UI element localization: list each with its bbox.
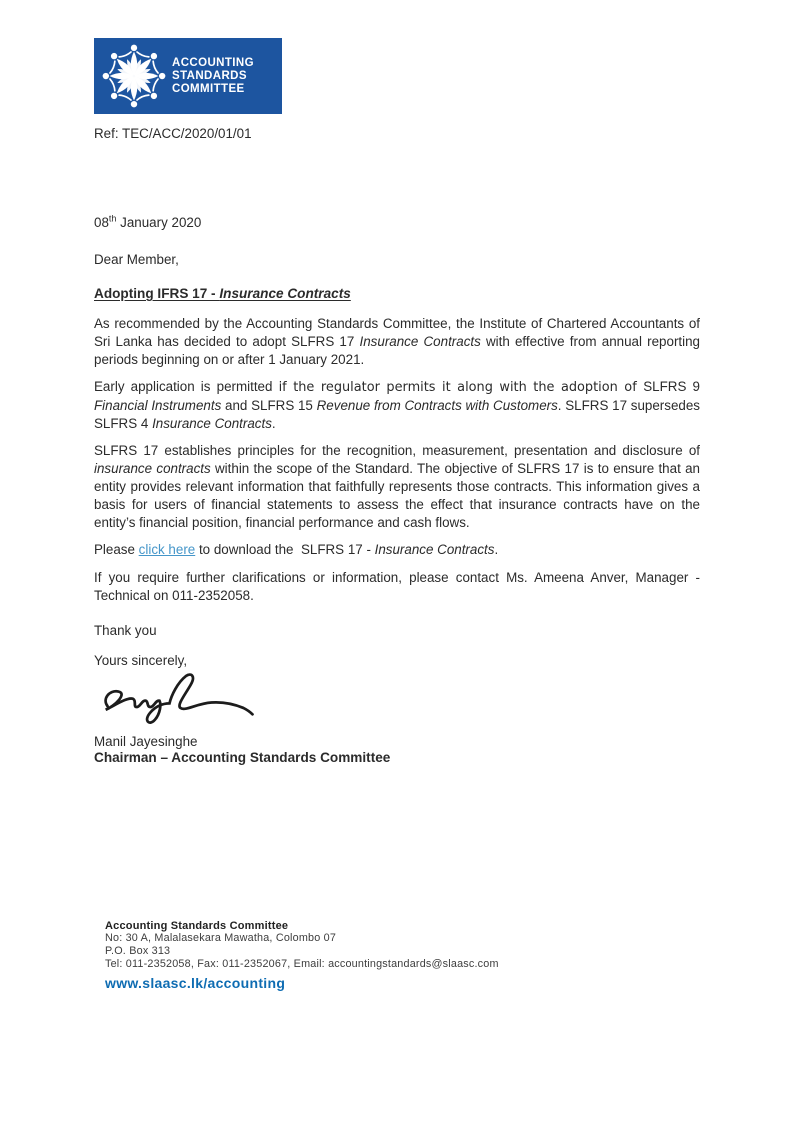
date-day: 08	[94, 215, 109, 230]
subject-plain: Adopting IFRS 17 -	[94, 286, 220, 301]
letter-footer	[105, 920, 499, 993]
paragraph-adoption	[94, 315, 700, 369]
reference-number: Ref: TEC/ACC/2020/01/01	[94, 126, 252, 141]
logo-line-3: COMMITTEE	[172, 82, 245, 95]
para1-text: As recommended by the Accounting Standards Committee, the Institute of Chartered Accountants of Sri Lanka has decided to adopt SLFRS 17	[94, 316, 700, 349]
organization-logo	[94, 38, 282, 114]
para2-seg7: . SLFRS 17 supersedes SLFRS 4	[94, 398, 701, 431]
para2-slfrs4-name: Insurance Contracts	[152, 416, 272, 431]
paragraph-principles	[94, 442, 700, 532]
paragraph-early-application	[94, 378, 700, 433]
para2-seg3: SLFRS 9	[643, 379, 700, 394]
signature-image	[96, 666, 274, 728]
footer-organization: Accounting Standards Committee	[105, 920, 289, 932]
letter-date	[94, 215, 700, 230]
date-month-year: January 2020	[116, 215, 202, 230]
footer-address-line2: P.O. Box 313	[105, 945, 171, 957]
para2-seg9: .	[271, 416, 276, 431]
date-ordinal: th	[108, 213, 117, 224]
footer-website-link[interactable]: www.slaasc.lk/accounting	[105, 975, 286, 991]
letter-content	[94, 0, 700, 765]
download-link[interactable]: click here	[138, 542, 196, 557]
para2-emphasis: if the regulator permits it along with the adoption of	[278, 380, 644, 395]
flower-emblem-icon	[100, 42, 168, 110]
download-pre: Please	[94, 542, 139, 557]
download-line	[94, 541, 700, 559]
para2-slfrs15-name: Revenue from Contracts with Customers	[316, 398, 558, 413]
salutation: Dear Member,	[94, 252, 179, 267]
para3-text: SLFRS 17 establishes principles for the recognition, measurement, presentation and disclosure of	[94, 443, 700, 458]
para2-seg1: Early application is permitted	[94, 379, 279, 394]
signer-name: Manil Jayesinghe	[94, 734, 198, 749]
paragraph-contact: If you require further clarifications or information, please contact Ms. Ameena Anver, Manager - Technical on 011-2352058.	[94, 570, 700, 603]
para3-text-end: within the scope of the Standard. The objective of SLFRS 17 is to ensure that an entity provides relevant information that faithfully represents those contracts. This information gives a basis for users of financial statements to assess the effect that insurance contracts have on the entity’s financial position, financial performance and cash flows.	[94, 461, 701, 530]
subject-heading	[94, 286, 700, 301]
logo-line-1: ACCOUNTING	[172, 56, 254, 69]
thank-you-line: Thank you	[94, 623, 157, 638]
subject-italic: Insurance Contracts	[219, 286, 351, 301]
para1-text-end: with effective from annual reporting periods beginning on or after 1 January 2021.	[94, 334, 700, 367]
download-post: .	[494, 542, 499, 557]
footer-contact-line: Tel: 011-2352058, Fax: 011-2352067, Email: accountingstandards@slaasc.com	[105, 958, 499, 970]
download-standard-name: Insurance Contracts	[374, 542, 495, 557]
closing-line: Yours sincerely,	[94, 653, 188, 668]
signer-title: Chairman – Accounting Standards Committee	[94, 750, 391, 765]
footer-address-line1: No: 30 A, Malalasekara Mawatha, Colombo 07	[105, 932, 337, 944]
download-mid: to download the SLFRS 17 -	[195, 542, 375, 557]
logo-line-2: STANDARDS	[172, 69, 247, 82]
logo-wordmark	[168, 57, 254, 96]
para2-seg5: and SLFRS 15	[221, 398, 317, 413]
para1-standard-name: Insurance Contracts	[359, 334, 481, 349]
para2-slfrs9-name: Financial Instruments	[94, 398, 222, 413]
para3-italic: insurance contracts	[94, 461, 211, 476]
